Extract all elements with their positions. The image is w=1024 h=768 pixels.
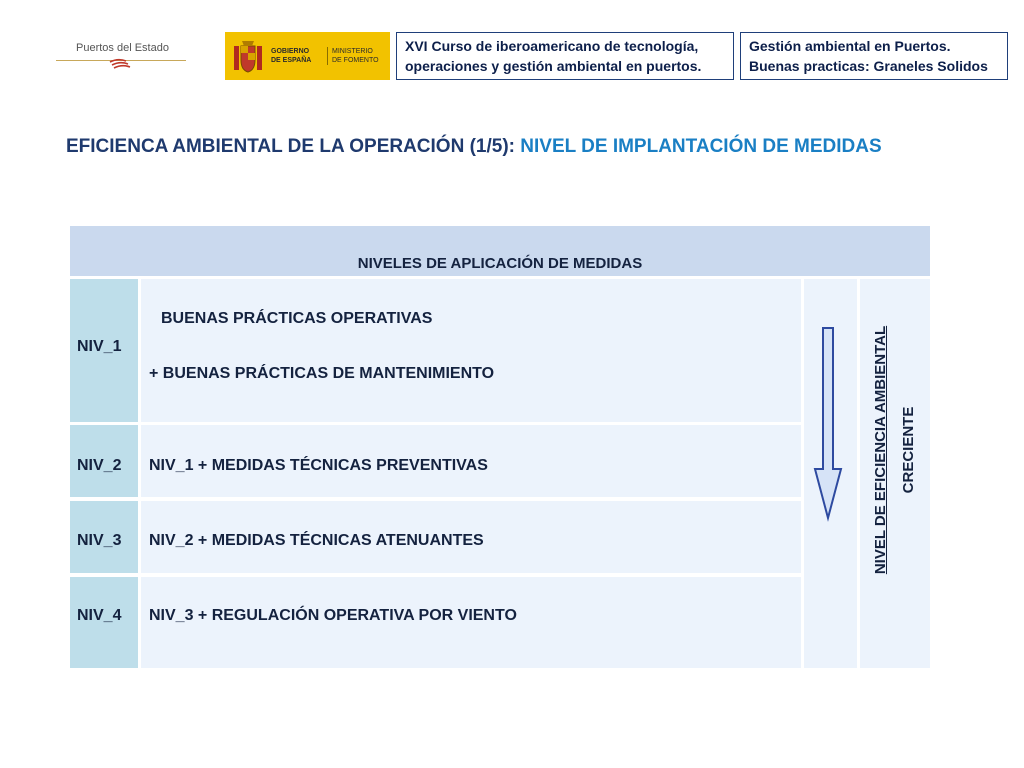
level-cell <box>70 279 138 422</box>
arrow-column <box>804 279 857 668</box>
measures-cell <box>141 279 801 422</box>
gobierno-line-1: GOBIERNO <box>271 48 310 55</box>
level-label: NIV_3 <box>77 532 122 549</box>
measures-cell <box>141 501 801 573</box>
level-cell <box>70 577 138 668</box>
efficiency-label-line-2: CRECIENTE <box>900 406 917 494</box>
level-label: NIV_4 <box>77 607 122 624</box>
efficiency-label-line-1: NIVEL DE EFICIENCIA AMBIENTAL <box>872 325 889 575</box>
measures-line: + BUENAS PRÁCTICAS DE MANTENIMIENTO <box>149 365 495 382</box>
measures-line: NIV_2 + MEDIDAS TÉCNICAS ATENUANTES <box>149 532 484 549</box>
ministerio-text <box>327 47 379 65</box>
ministerio-line-1: MINISTERIO <box>332 48 373 55</box>
coat-of-arms-icon <box>231 38 265 74</box>
measures-line: BUENAS PRÁCTICAS OPERATIVAS <box>161 310 433 327</box>
level-label: NIV_1 <box>77 338 122 355</box>
course-title-box <box>396 32 734 80</box>
down-arrow-icon <box>804 279 857 668</box>
page-title <box>66 136 882 158</box>
logo-gobierno-ministerio <box>225 32 390 80</box>
page-title-highlight: NIVEL DE IMPLANTACIÓN DE MEDIDAS <box>520 136 882 157</box>
level-cell <box>70 425 138 497</box>
measures-line: NIV_1 + MEDIDAS TÉCNICAS PREVENTIVAS <box>149 457 488 474</box>
gobierno-text <box>271 47 311 65</box>
measures-cell <box>141 425 801 497</box>
page-title-prefix: EFICIENCA AMBIENTAL DE LA OPERACIÓN (1/5): <box>66 136 515 157</box>
level-cell <box>70 501 138 573</box>
course-line-1: XVI Curso de iberoamericano de tecnología, <box>405 38 699 54</box>
level-label: NIV_2 <box>77 457 122 474</box>
topic-line-2: Buenas practicas: Graneles Solidos <box>749 58 988 74</box>
logo-puertos-del-estado <box>56 38 188 70</box>
logo-text: Puertos del Estado <box>76 42 169 54</box>
puertos-swoosh-icon <box>108 56 134 70</box>
course-line-2: operaciones y gestión ambiental en puertos. <box>405 58 702 74</box>
table-header: NIVELES DE APLICACIÓN DE MEDIDAS <box>70 226 930 276</box>
gobierno-line-2: DE ESPAÑA <box>271 57 312 64</box>
topic-line-1: Gestión ambiental en Puertos. <box>749 38 951 54</box>
measures-cell <box>141 577 801 668</box>
topic-title-box <box>740 32 1008 80</box>
ministerio-line-2: DE FOMENTO <box>332 57 379 64</box>
measures-line: NIV_3 + REGULACIÓN OPERATIVA POR VIENTO <box>149 607 517 624</box>
